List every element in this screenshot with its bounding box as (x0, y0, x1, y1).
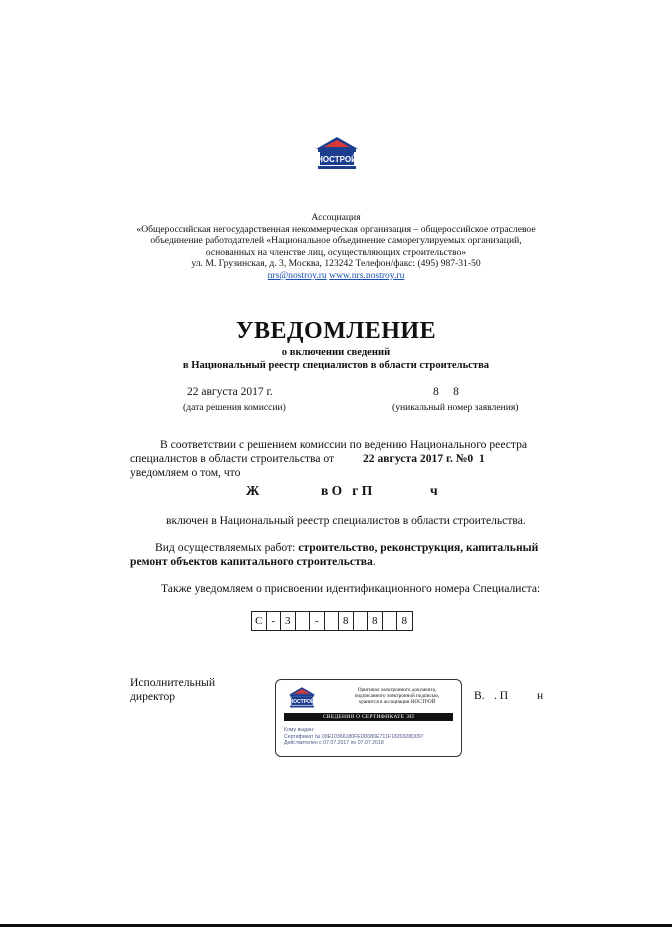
id-cell: С (252, 612, 267, 630)
specialist-name: в О г П (321, 483, 373, 498)
id-cell: - (310, 612, 325, 630)
logo-text: НОСТРОЙ (317, 155, 357, 164)
signer-position-line: директор (130, 690, 176, 703)
id-cell (296, 612, 311, 630)
stamp-cert-number: Сертификат № 00E10366180FE0D080E711F1820328D097 (284, 733, 424, 740)
electronic-signature-stamp (275, 679, 462, 757)
included-text: включен в Национальный реестр специалистов в области строительства. (166, 514, 526, 527)
id-cell: 8 (339, 612, 354, 630)
stamp-valid: Действителен с 07.07.2017 по 07.07.2018 (284, 740, 384, 747)
specialist-patronymic: ч (430, 483, 438, 498)
stamp-note-line: Оригинал электронного документа, (357, 687, 437, 693)
org-line: Ассоциация (311, 212, 361, 223)
works-value: строительство, реконструкция, капитальный (298, 541, 539, 554)
works-label: Вид осуществляемых работ: (155, 541, 296, 554)
email-link[interactable]: nrs@nostroy.ru (267, 269, 327, 281)
para1-date: 22 августа 2017 г. №0 1 (363, 452, 485, 465)
specialist-id-number (251, 611, 413, 631)
signer-position-line: Исполнительный (130, 676, 216, 689)
website-link[interactable]: www.nrs.nostroy.ru (329, 269, 405, 281)
application-number-caption: (уникальный номер заявления) (392, 402, 519, 413)
id-cell: 3 (281, 612, 296, 630)
notice-subtitle (0, 346, 672, 372)
signer-initial: В. (474, 689, 485, 702)
id-cell (383, 612, 398, 630)
works-line2 (130, 555, 376, 569)
id-cell (325, 612, 340, 630)
stamp-note (338, 687, 456, 706)
notice-title: УВЕДОМЛЕНИЕ (235, 318, 437, 344)
org-line: объединение работодателей «Национальное объединение саморегулируемых организаций, (150, 235, 522, 247)
org-address: ул. М. Грузинская, д. 3, Москва, 123242 Телефон/факс: (495) 987-31-50 (191, 258, 481, 270)
org-line: основанных на членстве лиц, осуществляющих строительство» (205, 246, 467, 258)
org-header (0, 212, 672, 282)
works-value-cont: ремонт объектов капитального строительства (130, 555, 373, 568)
id-notice: Также уведомляем о присвоении идентификационного номера Специалиста: (161, 582, 541, 595)
works-end: . (372, 555, 376, 568)
stamp-logo (285, 686, 319, 710)
id-cell: - (267, 612, 282, 630)
stamp-note-line: хранится в ассоциации НОСТРОЙ (358, 699, 436, 706)
id-cell: 8 (368, 612, 383, 630)
signer-initial-2: . П (494, 689, 509, 702)
id-cell (354, 612, 369, 630)
org-links (0, 270, 672, 282)
subtitle-line: о включении сведений (281, 347, 391, 358)
signer-surname: н (537, 689, 544, 702)
stamp-certificate-info (284, 727, 424, 747)
stamp-logo-text: НОСТРОЙ (289, 699, 315, 706)
application-number: 8 8 (433, 386, 459, 398)
stamp-issued: Кому выдан: (284, 727, 315, 733)
para1-line2: специалистов в области строительства от (130, 452, 335, 465)
stamp-certificate-header: СВЕДЕНИЯ О СЕРТИФИКАТЕ ЭП (284, 713, 453, 721)
specialist-surname: Ж (246, 483, 260, 498)
org-line: «Общероссийская негосударственная некоммерческая организация – общероссийское отраслевое (136, 223, 536, 235)
decision-date: 22 августа 2017 г. (187, 386, 273, 398)
signer-position (130, 676, 215, 704)
subtitle-line: в Национальный реестр специалистов в области строительства (182, 360, 490, 371)
nostroy-logo (312, 135, 362, 173)
id-cell: 8 (401, 615, 407, 627)
decision-date-caption: (дата решения комиссии) (183, 402, 286, 413)
works-line1 (155, 541, 538, 555)
stamp-note-line: подписанного электронной подписью, (354, 693, 440, 700)
para1-line1: В соответствии с решением комиссии по ведению Национального реестра (160, 438, 528, 451)
para1-line3: уведомляем о том, что (130, 466, 241, 479)
